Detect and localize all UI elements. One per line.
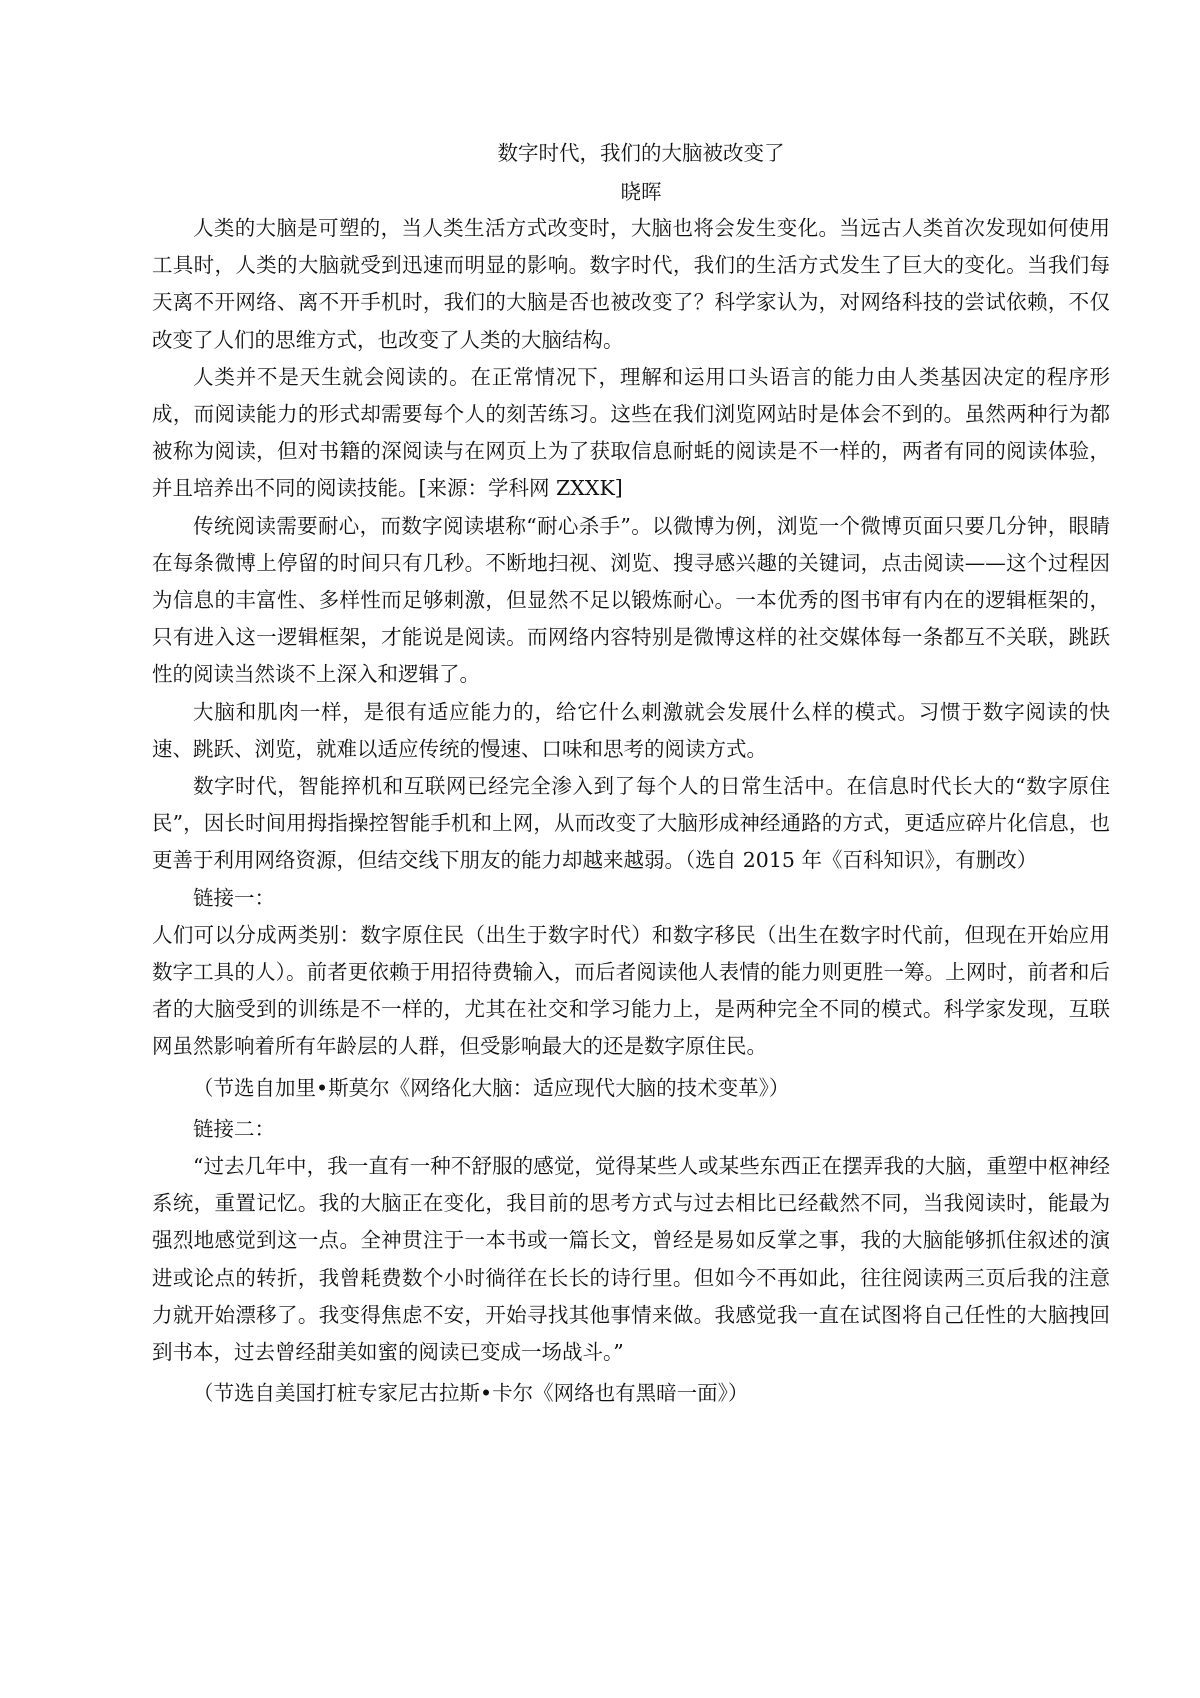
link2-text: “过去几年中，我一直有一种不舒服的感觉，觉得某些人或某些东西正在摆弄我的大脑，重塑中枢神经系统，重置记忆。我的大脑正在变化，我目前的思考方式与过去相比已经截然不同，当我阅读时，能最为强烈地感觉到这一点。全神贯注于一本书或一篇长文，曾经是易如反掌之事，我的大脑能够抓住叙述的演进或论点的转折，我曾耗费数个小时徜徉在长长的诗行里。但如今不再如此，往往阅读两三页后我的注意力就开始漂移了。我变得焦虑不安，开始寻找其他事情来做。我感觉我一直在试图将自己任性的大脑拽回到书本，过去曾经甜美如蜜的阅读已变成一场战斗。” — [152, 1154, 1110, 1365]
link1-text: 人们可以分成两类别：数字原住民（出生于数字时代）和数字移民（出生在数字时代前，但现在开始应用数字工具的人）。前者更依赖于用招待费输入，而后者阅读他人表情的能力则更胜一筹。上网时，前者和后者的大脑受到的训练是不一样的，尤其在社交和学习能力上，是两种完全不同的模式。科学家发现，互联网虽然影响着所有年龄层的人群，但受影响最大的还是数字原住民。 — [152, 922, 1110, 1059]
article-title: 数字时代，我们的大脑被改变了 — [497, 141, 785, 165]
paragraph-5: 数字时代，智能捽机和互联网已经完全渗入到了每个人的日常生活中。在信息时代长大的“数字原住民”，因长时间用拇指操控智能手机和上网，从而改变了大脑形成神经通路的方式，更适应碎片化信息，也更善于利用网络资源，但结交线下朋友的能力却越来越弱。（选自 2015 年《百科知识》，有删改） — [152, 774, 1110, 873]
link2-source: （节选自美国打桩专家尼古拉斯•卡尔《网络也有黑暗一面》） — [193, 1381, 749, 1406]
paragraph-4: 大脑和肌肉一样，是很有适应能力的，给它什么刺激就会发展什么样的模式。习惯于数字阅读的快速、跳跃、浏览，就难以适应传统的慢速、口味和思考的阅读方式。 — [152, 699, 1110, 761]
article-author: 晓晖 — [620, 180, 662, 204]
paragraph-1: 人类的大脑是可塑的，当人类生活方式改变时，大脑也将会发生变化。当远古人类首次发现如何使用工具时，人类的大脑就受到迅速而明显的影响。数字时代，我们的生活方式发生了巨大的变化。当我们每天离不开网络、离不开手机时，我们的大脑是否也被改变了？科学家认为，对网络科技的尝试依赖，不仅改变了人们的思维方式，也改变了人类的大脑结构。 — [152, 216, 1110, 352]
document-page — [152, 132, 1110, 1417]
paragraph-3: 传统阅读需要耐心，而数字阅读堪称“耐心杀手”。以微博为例，浏览一个微博页面只要几分钟，眼睛在每条微博上停留的时间只有几秒。不断地扫视、浏览、搜寻感兴趣的关键词，点击阅读——这个过程因为信息的丰富性、多样性而足够刺激，但显然不足以锻炼耐心。一本优秀的图书审有内在的逻辑框架的，只有进入这一逻辑框架，才能说是阅读。而网络内容特别是微博这样的社交媒体每一条都互不关联，跳跃性的阅读当然谈不上深入和逻辑了。 — [152, 513, 1110, 687]
paragraph-2: 人类并不是天生就会阅读的。在正常情况下，理解和运用口头语言的能力由人类基因决定的程序形成，而阅读能力的形式却需要每个人的刻苦练习。这些在我们浏览网站时是体会不到的。虽然两种行为都被称为阅读，但对书籍的深阅读与在网页上为了获取信息耐蚝的阅读是不一样的，两者有同的阅读体验，并且培养出不同的阅读技能。[来源：学科网 ZXXK] — [152, 364, 1110, 501]
link2-heading: 链接二： — [193, 1116, 275, 1141]
link1-heading: 链接一： — [193, 885, 275, 910]
link1-source: （节选自加里•斯莫尔《网络化大脑：适应现代大脑的技术变革》） — [193, 1075, 790, 1100]
